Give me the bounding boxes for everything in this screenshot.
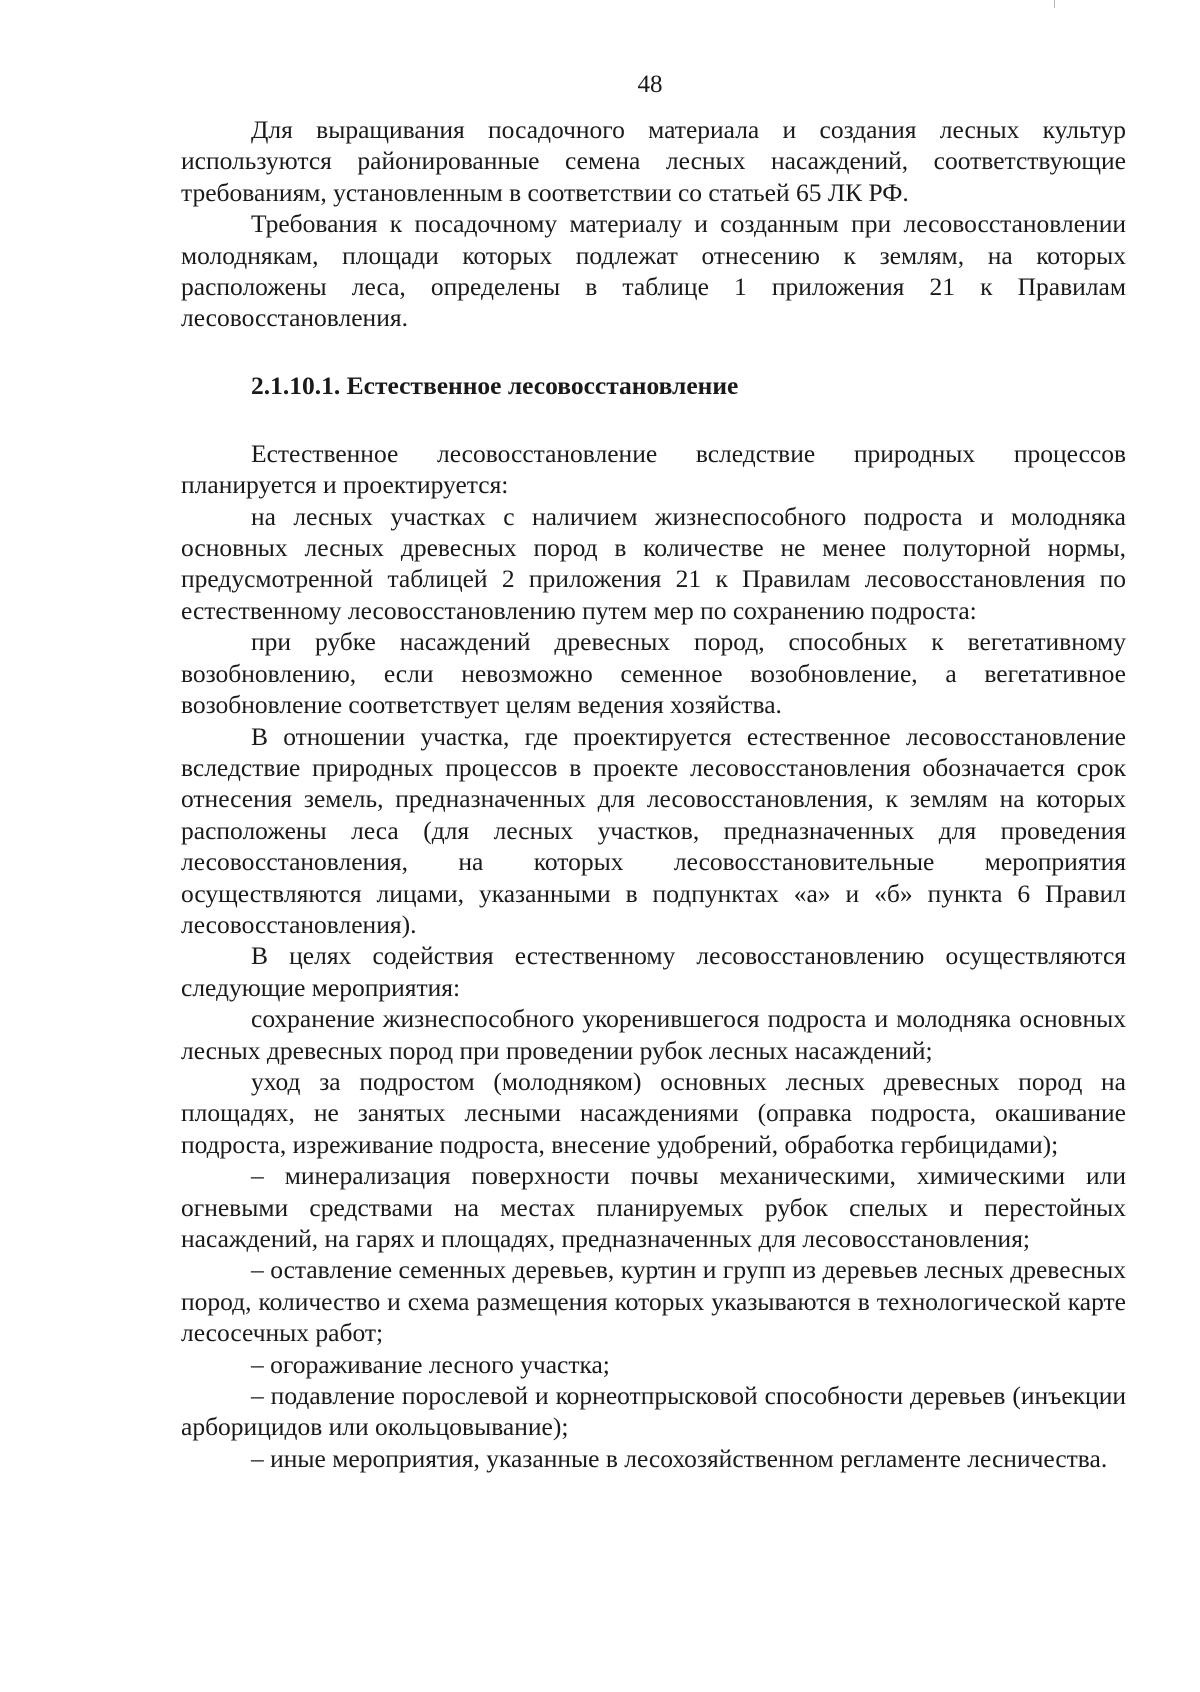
list-item-fencing: – огораживание лесного участка; <box>251 1349 610 1379</box>
paragraph-undergrowth: на лесных участках с наличием жизнеспособного подроста и молодняка основных лесных древесных пород в количестве не менее полуторной нормы, предусмотренной таблицей 2 приложения 21 к Правилам лесовосстановления по естественному лесовосстановлению путем мер по сохранению подроста: <box>181 501 1126 625</box>
page-number: 48 <box>637 71 663 98</box>
list-item-mineralization: – минерализация поверхности почвы механическими, химическими или огневыми средствами на местах планируемых рубок спелых и перестойных насаждений, на гарях и площадях, предназначенных для лесовосстановления; <box>181 1161 1126 1253</box>
section-heading: 2.1.10.1. Естественное лесовосстановление <box>251 370 739 400</box>
list-item-care: уход за подростом (молодняком) основных лесных древесных пород на площадях, не занятых лесными насаждениями (оправка подроста, окашивание подроста, изреживание подроста, внесение удобрений, обработка гербицидами); <box>181 1066 1126 1159</box>
list-item-suppression: – подавление порослевой и корнеотпрысковой способности деревьев (инъекции арборицидов или окольцовывание); <box>181 1381 1126 1442</box>
page-content <box>181 114 1126 1474</box>
paragraph-measures-intro: В целях содействия естественному лесовосстановлению осуществляются следующие мероприятия: <box>181 941 1126 1002</box>
paragraph-land-term: В отношении участка, где проектируется естественное лесовосстановление вследствие природных процессов в проекте лесовосстановления обозначается срок отнесения земель, предназначенных для лесовосстановления, к землям на которых расположены леса (для лесных участков, предназначенных для проведения лесовосстановления, на которых лесовосстановительные мероприятия осуществляются лицами, указанными в подпунктах «а» и «б» пункта 6 Правил лесовосстановления). <box>181 721 1126 939</box>
paragraph-seeds: Для выращивания посадочного материала и создания лесных культур используются районированные семена лесных насаждений, соответствующие требованиям, установленным в соответствии со статьей 65 ЛК РФ. <box>181 115 1126 207</box>
paragraph-intro: Естественное лесовосстановление вследствие природных процессов планируется и проектируется: <box>181 438 1126 500</box>
list-item-other-measures: – иные мероприятия, указанные в лесохозяйственном регламенте лесничества. <box>251 1443 1108 1473</box>
scan-margin-mark <box>1054 0 1055 8</box>
list-item-preservation: сохранение жизнеспособного укоренившегося подроста и молодняка основных лесных древесных пород при проведении рубок лесных насаждений; <box>181 1004 1126 1065</box>
paragraph-requirements: Требования к посадочному материалу и созданным при лесовосстановлении молоднякам, площади которых подлежат отнесению к землям, на которых расположены леса, определены в таблице 1 приложения 21 к Правилам лесовосстановления. <box>181 209 1126 333</box>
paragraph-vegetative: при рубке насаждений древесных пород, способных к вегетативному возобновлению, если невозможно семенное возобновление, а вегетативное возобновление соответствует целям ведения хозяйства. <box>181 627 1126 720</box>
list-item-seed-trees: – оставление семенных деревьев, куртин и групп из деревьев лесных древесных пород, количество и схема размещения которых указываются в технологической карте лесосечных работ; <box>181 1255 1126 1348</box>
